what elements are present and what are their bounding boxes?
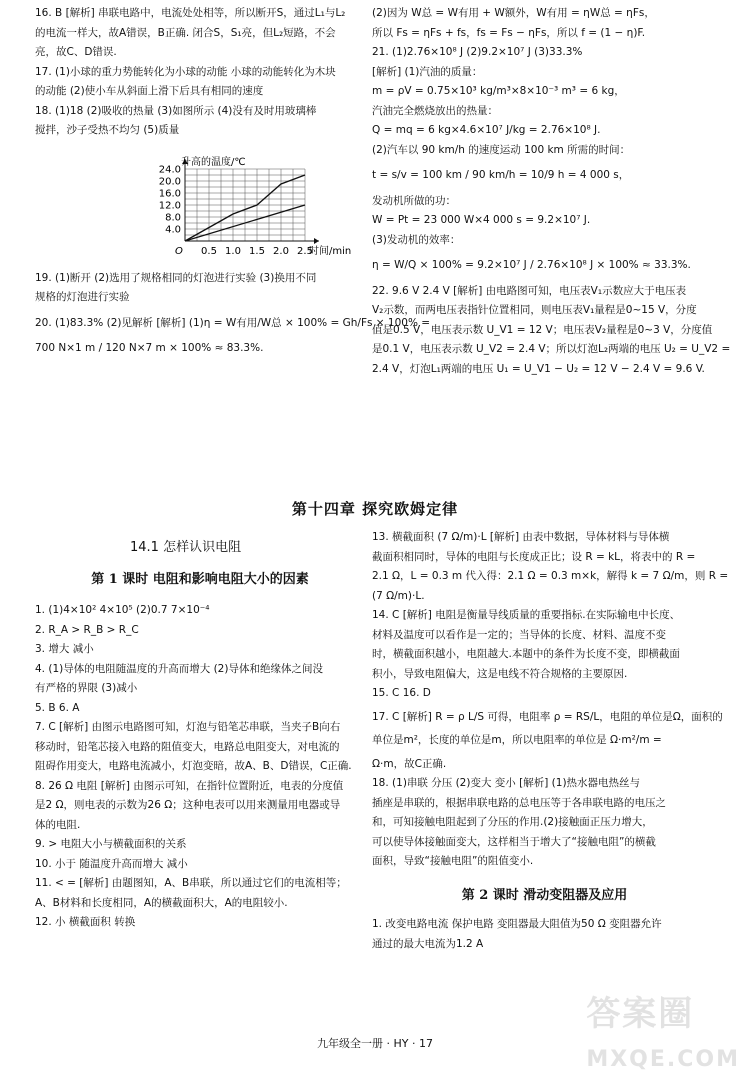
text-line: 1. (1)4×10² 4×10⁵ (2)0.7 7×10⁻⁴ (35, 604, 210, 616)
text-line: η = W/Q × 100% = 9.2×10⁷ J / 2.76×10⁸ J × 100% ≈ 33.3%. (372, 259, 691, 271)
text-line: 17. (1)小球的重力势能转化为小球的动能 小球的动能转化为木块 (35, 65, 336, 78)
temperature-chart (35, 145, 365, 263)
text-line: 搅拌，沙子受热不均匀 (5)质量 (35, 124, 180, 136)
text-line: (3)发动机的效率： (372, 233, 461, 246)
text-line: m = ρV = 0.75×10³ kg/m³×8×10⁻³ m³ = 6 kg， (372, 85, 625, 97)
text-line: 是0.1 V，电压表示数 U_V2 = 2.4 V；所以灯泡L₂两端的电压 U₂ = U_V2 = (372, 343, 731, 355)
text-line: (2)因为 W总 = W有用 + W额外，W有用 = ηW总 = ηFs， (372, 7, 655, 19)
text-line: 20. (1)83.3% (2)见解析 [解析] (1)η = W有用/W总 × 100% = Gh/Fs × 100% = (35, 316, 431, 329)
text-line: 13. 横截面积 (7 Ω/m)·L [解析] 由表中数据，导体材料与导体横 (372, 531, 670, 543)
left-column-bottom (35, 528, 365, 933)
x-tick-label: 0.5 (201, 245, 217, 257)
text-line: 的动能 (2)使小车从斜面上滑下后具有相同的速度 (35, 85, 264, 97)
section-title: 14.1 怎样认识电阻 (130, 540, 242, 555)
text-line: V₂示数，而两电压表指针位置相同，则电压表V₁量程是0~15 V，分度 (372, 304, 697, 316)
text-line: Q = mq = 6 kg×4.6×10⁷ J/kg = 2.76×10⁸ J. (372, 124, 601, 136)
text-line: 移动时，铅笔芯接入电路的阻值变大，电路总电阻变大，对电流的 (35, 740, 340, 753)
text-line: 规格的灯泡进行实验 (35, 291, 130, 303)
text-line: W = Pt = 23 000 W×4 000 s = 9.2×10⁷ J. (372, 214, 591, 226)
y-tick-label: 4.0 (165, 224, 181, 235)
text-line: (7 Ω/m)·L. (372, 589, 425, 602)
text-line: 9. > 电阻大小与横截面积的关系 (35, 838, 187, 850)
x-axis-arrow (314, 238, 319, 244)
text-line: 汽油完全燃烧放出的热量： (372, 104, 498, 117)
text-line: 15. C 16. D (372, 687, 431, 699)
lesson-2-title: 第 2 课时 滑动变阻器及应用 (461, 887, 628, 903)
text-line: 截面积相同时，导体的电阻与长度成正比；设 R = kL，将表中的 R = (372, 550, 696, 563)
y-tick-label: 24.0 (158, 164, 181, 175)
text-line: 2.4 V，灯泡L₁两端的电压 U₁ = U_V1 − U₂ = 12 V − 2.4 V = 9.6 V. (372, 362, 705, 375)
y-axis-label: 升高的温度/℃ (181, 156, 246, 168)
y-tick-label: 8.0 (165, 212, 181, 223)
text-line: t = s/v = 100 km / 90 km/h = 10/9 h = 4 000 s， (372, 169, 630, 181)
y-tick-label: 16.0 (158, 188, 181, 199)
x-tick-label: 2.5 (297, 245, 313, 257)
text-line: 5. B 6. A (35, 701, 80, 714)
text-line: 材料及温度可以看作是一定的；当导体的长度、材料、温度不变 (372, 628, 666, 641)
text-line: 单位是m²，长度的单位是m，所以电阻率的单位是 Ω·m²/m = (372, 734, 662, 746)
text-line: 16. B [解析] 串联电路中，电流处处相等，所以断开S，通过L₁与L₂ (35, 7, 346, 19)
text-line: 700 N×1 m / 120 N×7 m × 100% ≈ 83.3%. (35, 342, 264, 354)
text-line: 发动机所做的功： (372, 194, 456, 207)
text-line: 时，横截面积越小，电阻越大.本题中的条件为长度不变，即横截面 (372, 648, 680, 660)
text-line: 2. R_A > R_B > R_C (35, 623, 139, 636)
text-line: 11. < = [解析] 由题图知，A、B串联，所以通过它们的电流相等； (35, 877, 347, 889)
text-line: 18. (1)串联 分压 (2)变大 变小 [解析] (1)热水器电热丝与 (372, 777, 641, 789)
text-line: 19. (1)断开 (2)选用了规格相同的灯泡进行实验 (3)换用不同 (35, 271, 317, 284)
text-line: 体的电阻. (35, 818, 81, 831)
text-line: 亮，故C、D错误. (35, 46, 117, 58)
lesson-1-title: 第 1 课时 电阻和影响电阻大小的因素 (91, 571, 309, 587)
x-tick-label: 2.0 (273, 245, 289, 257)
y-tick-label: 12.0 (158, 200, 181, 211)
text-line: 14. C [解析] 电阻是衡量导线质量的重要指标.在实际输电中长度、 (372, 609, 681, 621)
text-line: 7. C [解析] 由图示电路图可知，灯泡与铅笔芯串联，当夹子B向右 (35, 721, 341, 733)
text-line: 值是0.5 V，电压表示数 U_V1 = 12 V；电压表V₂量程是0~3 V，分度值 (372, 323, 713, 336)
right-column-bottom (372, 528, 729, 954)
text-line: 22. 9.6 V 2.4 V [解析] 由电路图可知，电压表V₁示数应大于电压表 (372, 284, 687, 297)
x-tick-label: 1.5 (249, 245, 265, 257)
x-tick-label: 1.0 (225, 245, 241, 257)
origin-label: O (175, 245, 183, 257)
watermark-logo: 答案圈 MXQE.COM (586, 994, 740, 1072)
text-line: 是2 Ω，则电表的示数为26 Ω；这种电表可以用来测量用电器或导 (35, 799, 341, 811)
x-axis-label: 时间/min (309, 245, 352, 257)
text-line: 18. (1)18 (2)吸收的热量 (3)如图所示 (4)没有及时用玻璃棒 (35, 104, 317, 117)
text-line: 所以 Fs = ηFs + fs，fs = Fs − ηFs，所以 f = (1 − η)F. (372, 26, 646, 39)
text-line: 可以使导体接触面变大，这样相当于增大了“接触电阻”的横截 (372, 835, 656, 848)
text-line: Ω·m，故C正确. (372, 757, 447, 770)
y-tick-label: 20.0 (158, 176, 181, 187)
text-line: 3. 增大 减小 (35, 643, 94, 655)
text-line: 10. 小于 随温度升高而增大 减小 (35, 857, 188, 870)
text-line: 21. (1)2.76×10⁸ J (2)9.2×10⁷ J (3)33.3% (372, 46, 583, 58)
text-line: 的电流一样大，故A错误，B正确. 闭合S，S₁亮，但L₂短路，不会 (35, 26, 336, 39)
text-line: 有严格的界限 (3)减小 (35, 682, 138, 694)
text-line: 积小，导致电阻偏大，这是电线不符合规格的主要原因. (372, 667, 628, 680)
text-line: 阻碍作用变大，电路电流减小，灯泡变暗，故A、B、D错误，C正确. (35, 760, 352, 772)
text-line: A、B材料和长度相同，A的横截面积大，A的电阻较小. (35, 896, 288, 909)
text-line: 通过的最大电流为1.2 A (372, 937, 484, 950)
chapter-title: 第十四章 探究欧姆定律 (291, 500, 459, 518)
text-line: 17. C [解析] R = ρ L/S 可得，电阻率 ρ = RS/L，电阻的单位是Ω，面积的 (372, 710, 723, 723)
text-line: [解析] (1)汽油的质量： (372, 65, 483, 78)
text-line: 1. 改变电路电流 保护电路 变阻器最大阻值为50 Ω 变阻器允许 (372, 918, 662, 930)
right-column-top (372, 4, 731, 379)
text-line: 8. 26 Ω 电阻 [解析] 由图示可知，在指针位置附近，电表的分度值 (35, 779, 344, 792)
text-line: (2)汽车以 90 km/h 的速度运动 100 km 所需的时间： (372, 143, 631, 156)
text-line: 12. 小 横截面积 转换 (35, 916, 136, 928)
text-line: 2.1 Ω，L = 0.3 m 代入得：2.1 Ω = 0.3 m×k，解得 k = 7 Ω/m，则 R = (372, 570, 729, 582)
text-line: 4. (1)导体的电阻随温度的升高而增大 (2)导体和绝缘体之间没 (35, 662, 323, 675)
text-line: 插座是串联的，根据串联电路的总电压等于各串联电路的电压之 (372, 796, 666, 809)
page-footer: 九年级全一册 · HY · 17 (317, 1037, 433, 1050)
text-line: 和，可知接触电阻起到了分压的作用.(2)接触面正压力增大， (372, 816, 653, 828)
text-line: 面积，导致“接触电阻”的阻值变小. (372, 855, 534, 867)
